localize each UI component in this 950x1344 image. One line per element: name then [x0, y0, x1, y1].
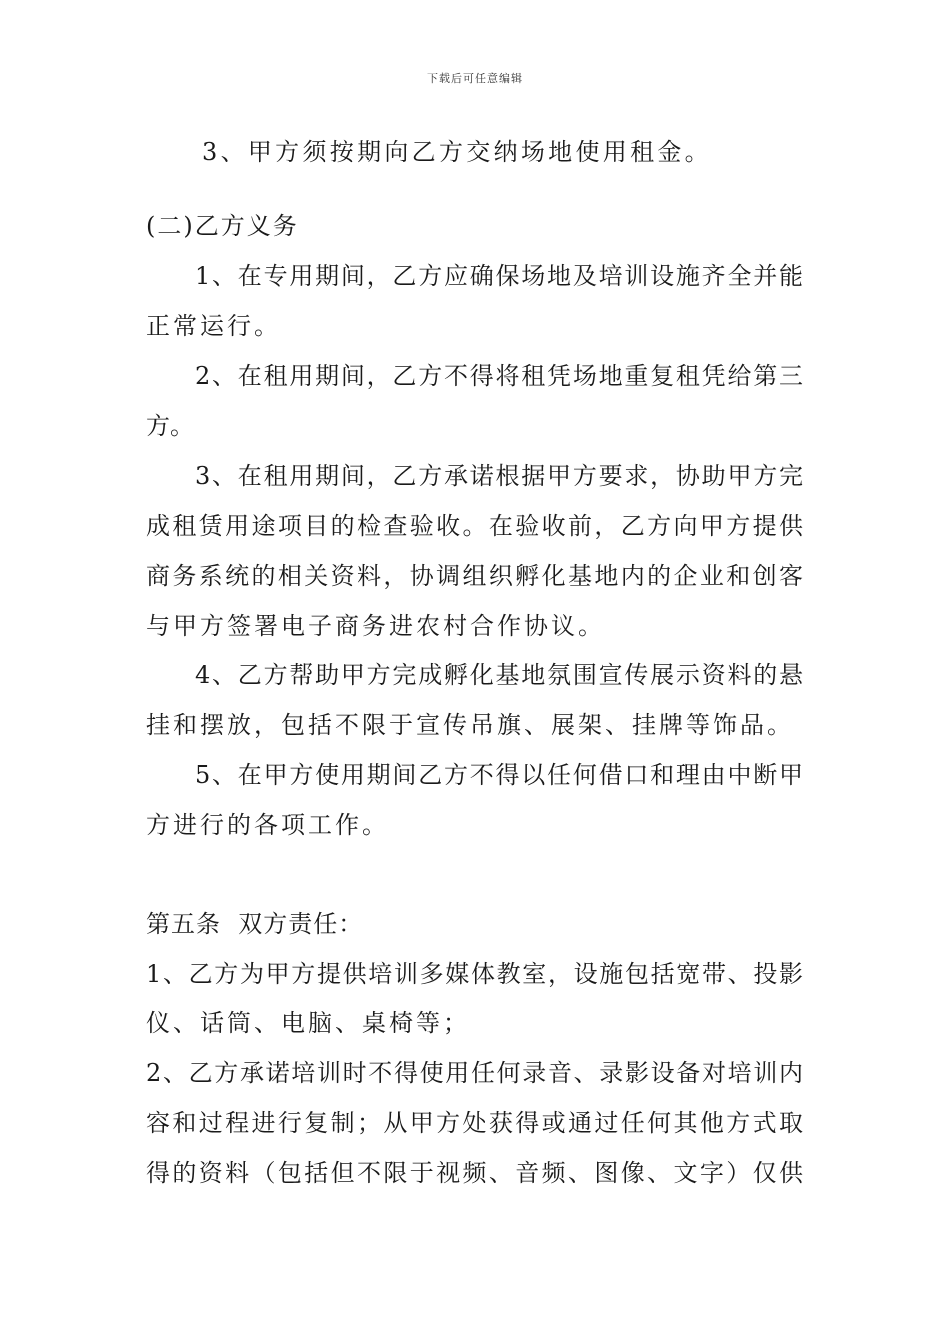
clause-b2-line-2: 方。	[146, 412, 194, 440]
clause-b2-line-1: 2、在租用期间，乙方不得将租凭场地重复租凭给第三	[195, 362, 803, 390]
clause-b3-line-2: 成租赁用途项目的检查验收。在验收前，乙方向甲方提供	[146, 512, 803, 540]
clause-b5-line-2: 方进行的各项工作。	[146, 811, 389, 839]
clause-b3-line-4: 与甲方签署电子商务进农村合作协议。	[146, 612, 605, 640]
section-heading-obligations: (二)乙方义务	[146, 212, 299, 240]
clause-b3-line-1: 3、在租用期间，乙方承诺根据甲方要求，协助甲方完	[195, 462, 803, 490]
clause-a3-line: 3、甲方须按期向乙方交纳场地使用租金。	[202, 138, 712, 166]
clause-b5-line-1: 5、在甲方使用期间乙方不得以任何借口和理由中断甲	[195, 761, 803, 789]
clause-b1-line-2: 正常运行。	[146, 312, 281, 340]
responsibility-2-line-2: 容和过程进行复制；从甲方处获得或通过任何其他方式取	[146, 1109, 803, 1137]
article-five-heading: 第五条 双方责任：	[146, 910, 364, 938]
header-note: 下载后可任意编辑	[427, 72, 523, 85]
clause-b4-line-2: 挂和摆放，包括不限于宣传吊旗、展架、挂牌等饰品。	[146, 711, 794, 739]
responsibility-2-line-3: 得的资料（包括但不限于视频、音频、图像、文字）仅供	[146, 1159, 803, 1187]
responsibility-2-line-1: 2、乙方承诺培训时不得使用任何录音、录影设备对培训内	[146, 1059, 803, 1087]
responsibility-1-line-2: 仪、话筒、电脑、桌椅等；	[146, 1009, 470, 1037]
clause-b4-line-1: 4、乙方帮助甲方完成孵化基地氛围宣传展示资料的悬	[195, 661, 803, 689]
clause-b1-line-1: 1、在专用期间，乙方应确保场地及培训设施齐全并能	[195, 262, 803, 290]
responsibility-1-line-1: 1、乙方为甲方提供培训多媒体教室，设施包括宽带、投影	[146, 960, 803, 988]
clause-b3-line-3: 商务系统的相关资料，协调组织孵化基地内的企业和创客	[146, 562, 803, 590]
